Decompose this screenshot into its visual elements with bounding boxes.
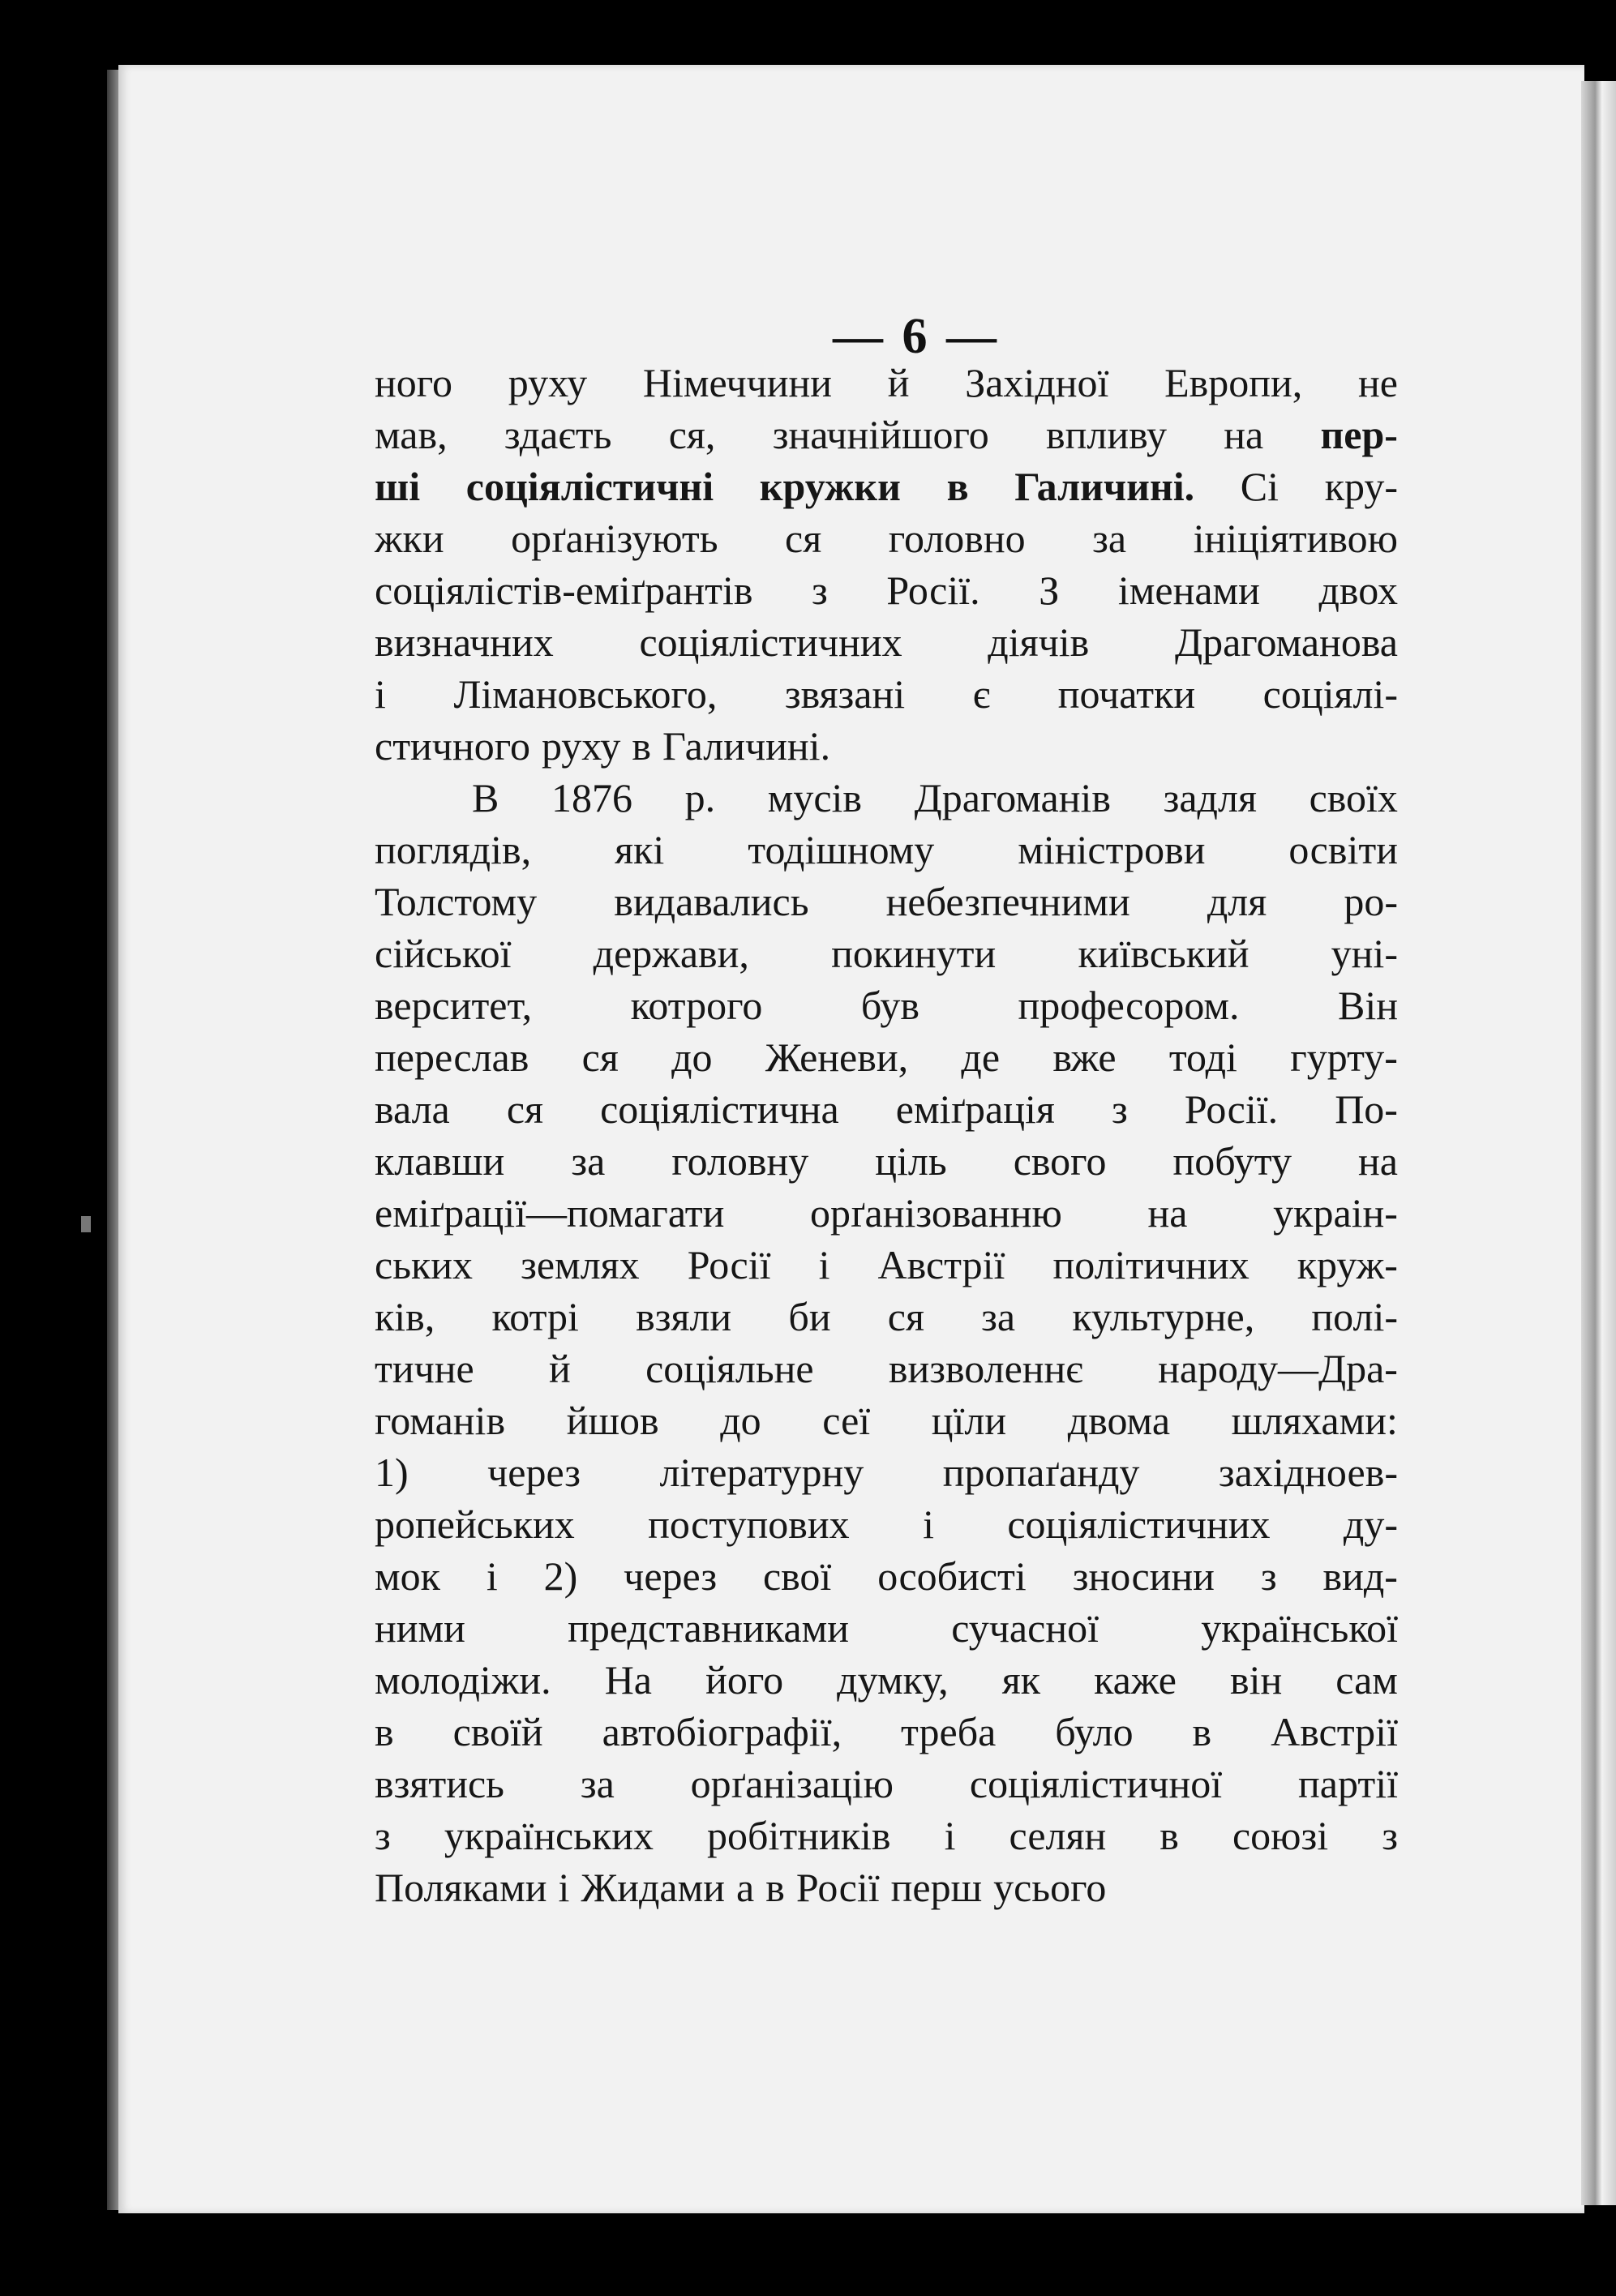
text-line: мав, здаєть ся, значнійшого впливу на пер- bbox=[375, 412, 1398, 457]
text-line: визначних соціялістичних діячів Драгоманова bbox=[375, 619, 1398, 665]
text-line: поглядів, які тодішному міністрови освіти bbox=[375, 827, 1398, 872]
page-right-edge bbox=[1581, 81, 1616, 2205]
page-number: — 6 — bbox=[833, 309, 1000, 364]
text-line: вала ся соціялістична еміґрація з Росії. По- bbox=[375, 1086, 1398, 1132]
text-line: ків, котрі взяли би ся за культурне, полі- bbox=[375, 1294, 1398, 1339]
text-line: мок і 2) через свої особисті зносини з вид- bbox=[375, 1553, 1398, 1599]
text-line: соціялістів-еміґрантів з Росії. З іменами двох bbox=[375, 568, 1398, 613]
text-line: Поляками і Жидами а в Росії перш усього bbox=[375, 1865, 1107, 1910]
text-line: з українських робітників і селян в союзі з bbox=[375, 1813, 1398, 1858]
text-line: в своїй автобіографії, треба було в Австрії bbox=[375, 1709, 1398, 1754]
text-line: сійської держави, покинути київський уні- bbox=[375, 931, 1398, 976]
text-line: ських землях Росії і Австрії політичних круж- bbox=[375, 1242, 1398, 1287]
text-line: і Лімановського, звязані є початки соціялі- bbox=[375, 671, 1398, 717]
paragraph-1 bbox=[375, 357, 1398, 772]
text-line: 1) через літературну пропаґанду західноев- bbox=[375, 1450, 1398, 1495]
page-left-edge bbox=[107, 70, 118, 2210]
text-line: ропейських поступових і соціялістичних ду- bbox=[375, 1501, 1398, 1547]
margin-mark bbox=[81, 1216, 91, 1232]
paragraph-2 bbox=[375, 772, 1398, 1913]
text-line: верситет, котрого був професором. Він bbox=[375, 983, 1398, 1028]
text-line: взятись за орґанізацію соціялістичної партії bbox=[375, 1761, 1398, 1806]
body-text bbox=[375, 357, 1398, 1913]
text-line: переслав ся до Женеви, де вже тоді гурту- bbox=[375, 1034, 1398, 1080]
text-line: ними представниками сучасної української bbox=[375, 1605, 1398, 1651]
text-line: ного руху Німеччини й Західної Европи, не bbox=[375, 360, 1398, 405]
text-line: жки орґанізують ся головно за ініціятивою bbox=[375, 516, 1398, 561]
text-line: Толстому видавались небезпечними для ро- bbox=[375, 879, 1398, 924]
text-line: молодіжи. На його думку, як каже він сам bbox=[375, 1657, 1398, 1703]
text-line: ші соціялістичні кружки в Галичині. Сі кру- bbox=[375, 464, 1398, 509]
text-line: клавши за головну ціль свого побуту на bbox=[375, 1138, 1398, 1184]
text-line: стичного руху в Галичині. bbox=[375, 723, 831, 769]
text-line: В 1876 р. мусів Драгоманів задля своїх bbox=[472, 775, 1398, 820]
text-line: гоманів йшов до сеї цїли двома шляхами: bbox=[375, 1398, 1398, 1443]
text-line: тичне й соціяльне визволеннє народу—Дра- bbox=[375, 1346, 1398, 1391]
text-line: еміґрації—помагати орґанізованню на украін- bbox=[375, 1190, 1398, 1236]
